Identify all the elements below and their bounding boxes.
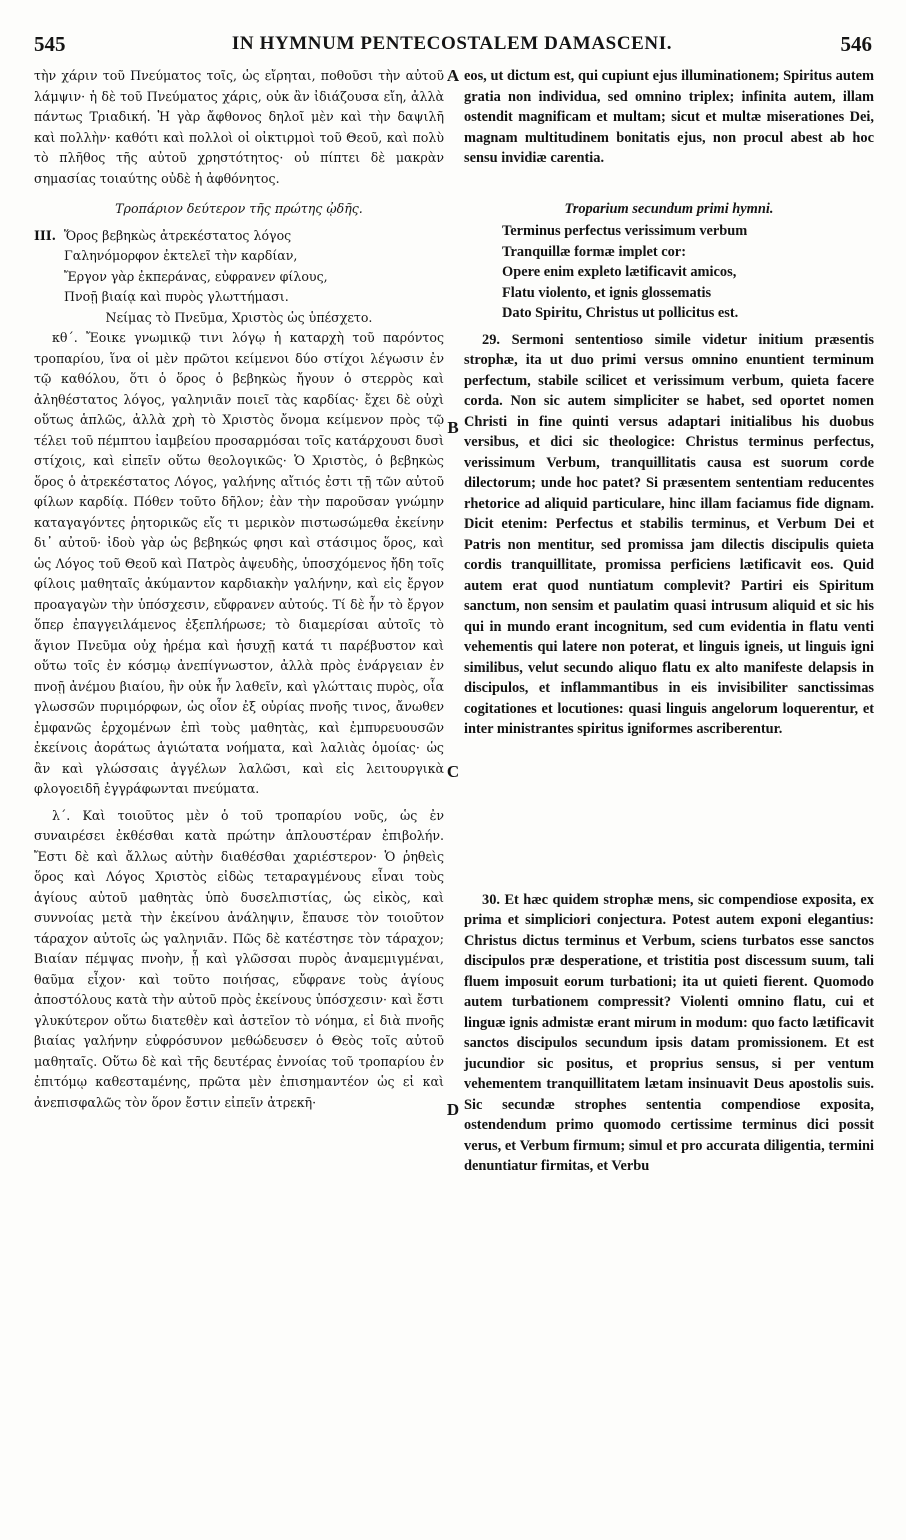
section-marker-a: A [446,66,460,85]
section-marker-c: C [446,762,460,781]
latin-intro: eos, ut dictum est, qui cupiunt ejus illuminationem; Spiritus autem gratia non individua, sed omnino triplex; infinita autem, illam ostendit magnificam et multam; sicut et multæ miserationes Dei, magnam multitudinem bonitatis ejus, non procul abest ab hoc sensu invidiæ carentia. [464,68,874,166]
running-header [28,28,876,62]
page-number-left: 545 [34,32,66,56]
latin-verse-line: Dato Spiritu, Christus ut pollicitus est. [502,305,739,321]
greek-troparion-heading: Τροπάριον δεύτερον τῆς πρώτης ᾠδῆς. [115,201,363,216]
running-title: IN HYMNUM PENTECOSTALEM DAMASCENI. [231,33,673,54]
greek-verse-number: III. [34,227,57,243]
greek-paragraph-30: λ΄. Καὶ τοιοῦτος μὲν ὁ τοῦ τροπαρίου νοῦς, ὡς ἐν συναιρέσει ἐκθέσθαι κατὰ πρώτην ἁπλουστέραν ἐπιβολήν. Ἔστι δὲ καὶ ἄλλως αὐτὴν διαθέσθαι χαριέστερον· Ὁ ῥηθεὶς ὅρος καὶ Λόγος Χριστὸς εἰδὼς τεταραγμένους εἶναι τοὺς ἁγίους αὐτοῦ μαθητὰς ὑπὸ δυσελπιστίας, ὡς εἰκὸς, καὶ συννοίας μετὰ τὴν ἐκείνου ἀνάληψιν, ἔπαυσε τὸν τοιοῦτον τάραχον αὐτοῖς ὡς γαληνιᾶν. Πῶς δὲ κατέστησε τὸν τάραχον; Βιαίαν πέμψας πνοὴν, ᾗ καὶ γλῶσσαι πυρὸς ἀναμεμιγμέναι, θαῦμα εἶχον· καὶ τοῦτο ποιήσας, εὔφρανε τοὺς ἁγίους ἀποστόλους κατὰ τὴν αὐτοῦ πρὸς ἐκείνους ὑπόσχεσιν· καὶ ἔστι γλυκύτερον οὕτω διατεθὲν καὶ ἀστεῖον τὸ νόημα, εἰ διὰ πνοῆς βιαίας γαλήνην εὐφρόσυνον μεθώδευσεν ὁ Θεὸς τοῖς αὐτοῦ μαθηταῖς. Οὕτω δὲ καὶ τῆς δευτέρας ἐννοίας τοῦ τροπαρίου ἐν ἐπιτόμῳ καθεσταμένης, πρῶτα μὲν ἐπισημαντέον ὡς εἰ καὶ ἀνεπισφαλῶς τὸν ὅρον ἔστιν εἰπεῖν ἀτρεκῆ· [34,807,444,1110]
greek-verse-last-line: Νείμας τὸ Πνεῦμα, Χριστὸς ὡς ὑπέσχετο. [105,309,373,325]
greek-intro: τὴν χάριν τοῦ Πνεύματος τοῖς, ὡς εἴρηται, ποθοῦσι τὴν αὐτοῦ λάμψιν· ἡ δὲ τοῦ Πνεύματος χάρις, οὐκ ἂν ἰδιάζουσα εἴη, ἀλλὰ πάντως Τριαδική. Ἡ γὰρ ἄφθονος δηλοῖ μὲν καὶ τὴν δαψιλῆ καὶ πολλὴν· καθότι καὶ πολλοὶ οἱ οἰκτιρμοὶ τοῦ Θεοῦ, καὶ πολὺ τὸ πλῆθος τῆς αὐτοῦ χρηστότητος· οὐ πίπτει δὲ μακρὰν σημασίας τοιαύτης οὐδὲ ἡ ἀφθόνητος. [34,68,444,186]
page-number-right: 546 [840,32,872,56]
latin-troparion-heading: Troparium secundum primi hymni. [564,200,774,217]
latin-paragraph-29: 29. Sermoni sententioso simile videtur initium præsentis strophæ, ita ut duo primi versus omnino enuntient terminum perfectum, stabile scilicet et verissimum verbum, quieta facere corda. Non sic autem simpliciter se habet, sed oportet nomen Christi in fine quinti versus adaptari initialibus his duobus versibus, et dici sic theologice: Christus terminus perfectus, verissimum Verbum, tranquillitatis causa est suorum corde dilectorum; unde hoc patet? Si præsentem sententiam reducentes rhetorice ad aliquid particulare, hinc illam faciamus fide dignam. Dicit etenim: Perfectus et stabilis terminus, et Verbum Dei et Patris non mentitur, sed promissa jam dilectis discipulis quieta cordis tranquillitate, promissa perficiens lætificavit eos. Quid autem erat quod nuntiatum complevit? Partiri eis Spiritum sanctum, non sensim et paulatim quasi intrusum aliquid et sic his qui in mundo erant incognitum, sed cum evidentia in flatu venti vehementis qui latere non poterat, et linguis igneis, ut linguis igni similibus, velut secundo aliquo flatu ex alto manifeste delapsis in discipulos, et inflammantibus in eis invisibiliter sanctissimas cogitationes et locutiones: quasi linguis angelorum loquerentur, et inter ministrantes spiritus igniformes ascriberentur. [464,331,874,737]
greek-verse-line: Γαληνόμορφον ἐκτελεῖ τὴν καρδίαν, [64,248,298,263]
section-marker-b: B [447,418,459,437]
greek-verse-line: III. Ὅρος βεβηκὼς ἀτρεκέστατος λόγος [64,226,444,247]
section-marker-d: D [446,1100,460,1119]
greek-column [34,66,444,1113]
latin-paragraph-30: 30. Et hæc quidem strophæ mens, sic compendiose exposita, ex prima et simpliciori conjectura. Potest autem exponi elegantius: Christus dictus terminus et Verbum, sciens turbatos esse sanctos discipulos præ desperatione, et tristitia post discessum suum, tali fluem imposuit eorum turbationi; ita ut quieti fierent. Quomodo autem turbationem compressit? Violenti omnino flatu, cui et linguæ ignis admistæ erant mirum in modum: quo facto lætificavit sanctos discipulos secundum ipsis datam promissionem. Et est jucundior sic positus, et proprius sensus, si per ventum vehementem tranquillitatem lætam insinuavit Deus apostolis suis. Sic secundæ strophes sententia compendiose exposita, ostendendum primo quomodo certissime terminus dici possit verus, et Verbum firmum; simul et pro accurata diligentia, termini denuntiatur firmitas, et Verbu [464,891,874,1174]
latin-verse-line: Terminus perfectus verissimum verbum [502,223,748,239]
greek-verse-line: Ἔργον γὰρ ἐκπεράνας, εὐφρανεν φίλους, [64,268,328,284]
latin-verse [464,221,874,324]
latin-verse-line: Opere enim expleto lætificavit amicos, [502,264,737,280]
greek-verse [34,226,444,308]
greek-paragraph-29: κθ΄. Ἔοικε γνωμικῷ τινι λόγῳ ἡ καταρχὴ τοῦ παρόντος τροπαρίου, ἵνα οἱ μὲν πρῶτοι κείμενοι δύο στίχοι λέγωσιν ἐν τῷ καθόλου, ὅτι ὁ ὅρος ὁ βεβηκὼς ἤγουν ὁ στερρὸς καὶ ἀληθέστατος λόγος, γαληνιᾶν ποιεῖ τὰς καρδίας· ἔχει δὲ οὐχὶ οὕτως ἁπλῶς, ἀλλὰ χρὴ τὸ Χριστὸς ὄνομα κείμενον πρὸς τῷ τέλει τοῦ πέμπτου ἰαμβείου προσαρμόσαι τοῖς κατάρχουσι δυσὶ στίχοις, καὶ εἰπεῖν οὕτω θεολογικῶς· Ὁ Χριστὸς, ὁ βεβηκὼς ὅρος ὁ ἀτρεκέστατος Λόγος, γαλήνης αἴτιός ἐστι τῇ τῶν αὐτοῦ φίλων καρδίᾳ. Πόθεν τοῦτο δῆλον; ἐὰν τὴν παροῦσαν γνώμην καταγαγόντες ῥητορικῶς εἴς τι μερικὸν πιστωσώμεθα ἐκείνην δι᾽ αὐτοῦ· ἰδοὺ γὰρ ὡς βεβηκώς φησι καὶ στάσιμος ὅρος, καὶ ὡς Λόγος τοῦ Θεοῦ καὶ Πατρὸς ἀψευδὴς, ὑποσχόμενος ἤδη τοῖς φίλοις μαθηταῖς ἀκύμαντον καρδιακὴν γαλήνην, καὶ εἰς ἔργον προαγαγὼν τὴν ὑπόσχεσιν, εὔφρανεν αὐτούς. Τί δὲ ἦν τὸ ἔργον ὅπερ ἐπαγγειλάμενος ἐξεπλήρωσε; τὸ διαμερίσαι αὐτοῖς τὸ ἅγιον Πνεῦμα οὐχ ἠρέμα καὶ ἡσυχῇ κατά τι παρέβυστον καὶ οὕτω τοῖς ἐν κόσμῳ ἀνεπίγνωστον, ἀλλὰ πρὸς ἐνάργειαν ἐν πνοῇ ἀνέμου βιαίου, ἣν οὐκ ἦν λαθεῖν, καὶ γλώτταις πυρὸς, οἷα γλωσσῶν πυριμόρφων, ὡς οἷον ἐξ οὐρίας πνοῆς τινος, ἄνωθεν ἐμφανῶς ἐρχομένων ἐπὶ τοὺς μαθητὰς, καὶ ἐμπυρευουσῶν ἐκείνοις ἀοράτως ἁγιώτατα νοήματα, καὶ λαλιὰς ὁμοίας· ὡς ἂν καὶ γλώσσαις ἀγγέλων λαλῶσι, καὶ εἰς λειτουργικὰ φλογοειδῆ ἐγγράφωνται πνεύματα. [34,330,444,796]
greek-verse-line: Πνοῇ βιαίᾳ καὶ πυρὸς γλωττήμασι. [64,289,289,304]
latin-column [464,66,874,1177]
latin-verse-line: Tranquillæ formæ implet cor: [502,243,686,260]
latin-verse-line: Flatu violento, et ignis glossematis [502,284,712,301]
